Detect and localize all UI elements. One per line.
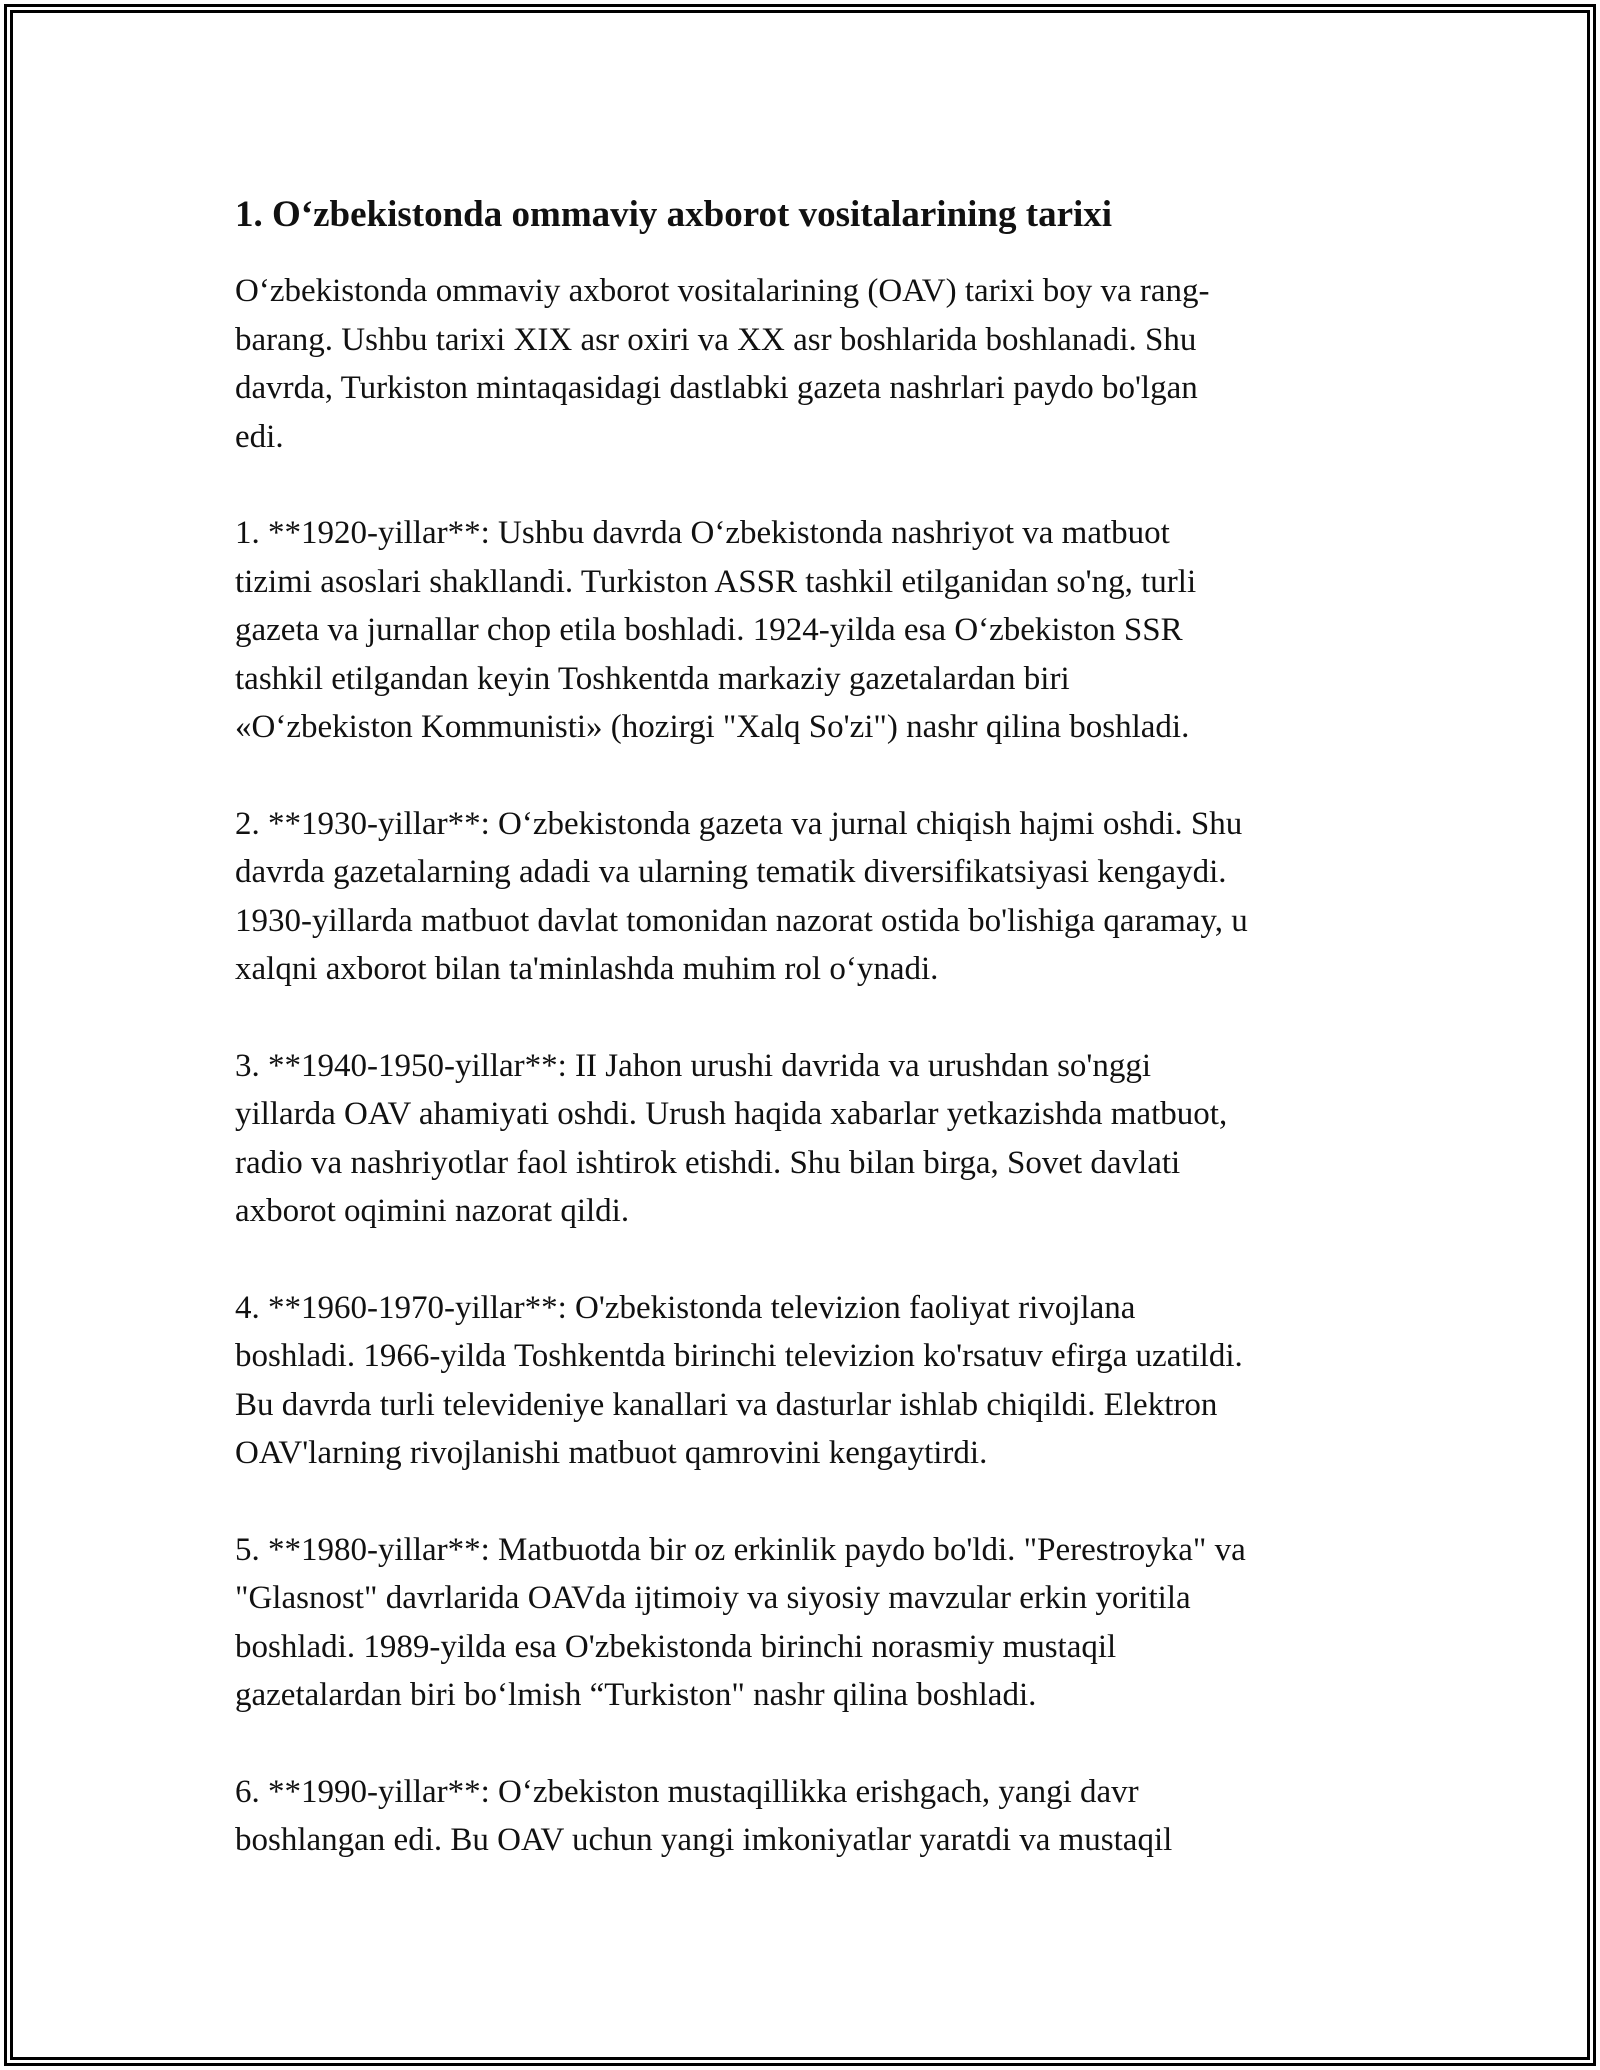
text-line: tizimi asoslari shakllandi. Turkiston ASSR tashkil etilganidan so'ng, turli bbox=[235, 563, 1197, 600]
text-line: edi. bbox=[235, 418, 284, 455]
section-1990s bbox=[235, 1768, 1375, 1865]
text-line: O‘zbekistonda ommaviy axborot vositalarining (OAV) tarixi boy va rang- bbox=[235, 273, 1210, 309]
text-line: xalqni axborot bilan ta'minlashda muhim rol o‘ynadi. bbox=[235, 951, 939, 987]
section-1920s bbox=[235, 509, 1375, 752]
section-1960-1970s bbox=[235, 1284, 1375, 1478]
section-1980s bbox=[235, 1526, 1375, 1720]
text-line: gazetalardan biri bo‘lmish “Turkiston" nashr qilina boshladi. bbox=[235, 1677, 1037, 1713]
text-line: 2. **1930-yillar**: O‘zbekistonda gazeta va jurnal chiqish hajmi oshdi. Shu bbox=[235, 805, 1243, 842]
text-line: gazeta va jurnallar chop etila boshladi. 1924-yilda esa O‘zbekiston SSR bbox=[235, 612, 1183, 648]
text-line: boshladi. 1966-yilda Toshkentda birinchi televizion ko'rsatuv efirga uzatildi. bbox=[235, 1338, 1243, 1374]
text-line: "Glasnost" davrlarida OAVda ijtimoiy va siyosiy mavzular erkin yoritila bbox=[235, 1580, 1191, 1616]
text-line: 6. **1990-yillar**: O‘zbekiston mustaqillikka erishgach, yangi davr bbox=[235, 1773, 1139, 1810]
text-line: boshlangan edi. Bu OAV uchun yangi imkoniyatlar yaratdi va mustaqil bbox=[235, 1822, 1173, 1858]
text-line: 4. **1960-1970-yillar**: O'zbekistonda televizion faoliyat rivojlana bbox=[235, 1289, 1136, 1326]
section-1940-1950s bbox=[235, 1042, 1375, 1236]
intro-paragraph bbox=[235, 267, 1375, 461]
document-body bbox=[235, 185, 1375, 1913]
text-line: boshladi. 1989-yilda esa O'zbekistonda birinchi norasmiy mustaqil bbox=[235, 1628, 1117, 1665]
text-line: barang. Ushbu tarixi XIX asr oxiri va XX asr boshlarida boshlanadi. Shu bbox=[235, 321, 1197, 358]
text-line: davrda gazetalarning adadi va ularning tematik diversifikatsiyasi kengaydi. bbox=[235, 854, 1227, 890]
text-line: davrda, Turkiston mintaqasidagi dastlabki gazeta nashrlari paydo bo'lgan bbox=[235, 370, 1198, 406]
text-line: 1930-yillarda matbuot davlat tomonidan nazorat ostida bo'lishiga qaramay, u bbox=[235, 902, 1248, 939]
section-1930s bbox=[235, 800, 1375, 994]
text-line: 5. **1980-yillar**: Matbuotda bir oz erkinlik paydo bo'ldi. "Perestroyka" va bbox=[235, 1531, 1246, 1568]
text-line: axborot oqimini nazorat qildi. bbox=[235, 1193, 630, 1229]
document-title: 1. O‘zbekistonda ommaviy axborot vositalarining tarixi bbox=[235, 194, 1113, 235]
text-line: tashkil etilgandan keyin Toshkentda markaziy gazetalardan biri bbox=[235, 660, 1070, 697]
text-line: Bu davrda turli televideniye kanallari va dasturlar ishlab chiqildi. Elektron bbox=[235, 1386, 1218, 1423]
text-line: OAV'larning rivojlanishi matbuot qamrovini kengaytirdi. bbox=[235, 1435, 988, 1471]
text-line: «O‘zbekiston Kommunisti» (hozirgi "Xalq So'zi") nashr qilina boshladi. bbox=[235, 709, 1190, 745]
text-line: 1. **1920-yillar**: Ushbu davrda O‘zbekistonda nashriyot va matbuot bbox=[235, 515, 1170, 551]
text-line: 3. **1940-1950-yillar**: II Jahon urushi davrida va urushdan so'nggi bbox=[235, 1047, 1152, 1084]
text-line: radio va nashriyotlar faol ishtirok etishdi. Shu bilan birga, Sovet davlati bbox=[235, 1144, 1181, 1181]
text-line: yillarda OAV ahamiyati oshdi. Urush haqida xabarlar yetkazishda matbuot, bbox=[235, 1096, 1228, 1132]
